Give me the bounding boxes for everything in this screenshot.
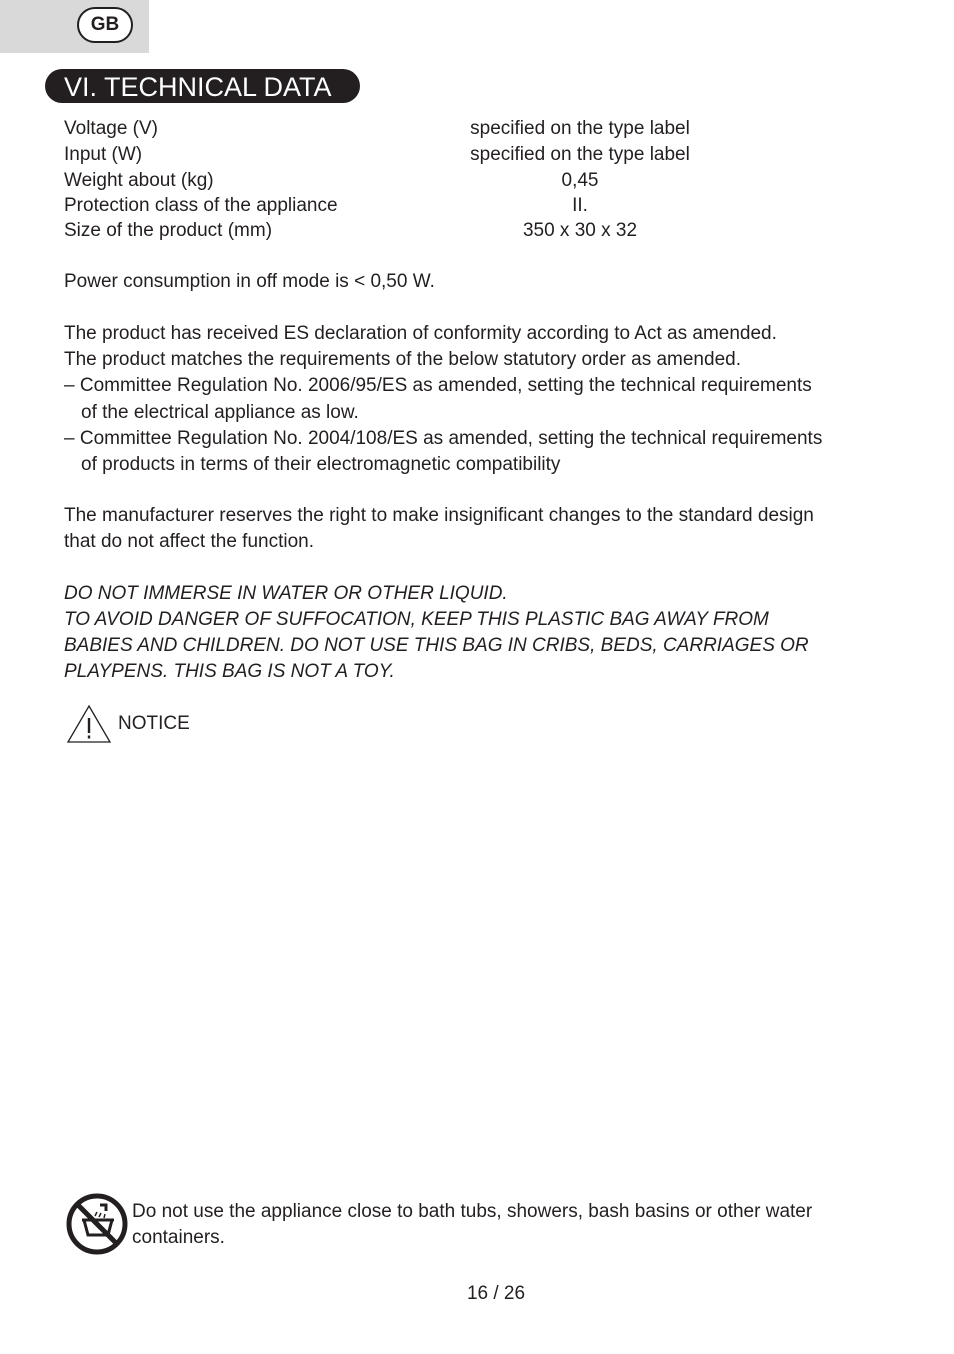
spec-value: 0,45 — [561, 170, 599, 191]
language-tab — [0, 0, 149, 53]
regulation-item: – Committee Regulation No. 2004/108/ES as amended, setting the technical requirements — [64, 428, 823, 449]
power-consumption-text: Power consumption in off mode is < 0,50 W. — [64, 271, 435, 292]
language-badge: GB — [77, 7, 133, 43]
warning-line: DO NOT IMMERSE IN WATER OR OTHER LIQUID. — [64, 583, 508, 604]
spec-label: Voltage (V) — [64, 118, 158, 139]
manufacturer-note-line: that do not affect the function. — [64, 531, 314, 552]
warning-line: BABIES AND CHILDREN. DO NOT USE THIS BAG IN CRIBS, BEDS, CARRIAGES OR — [64, 635, 809, 656]
conformity-line: The product has received ES declaration of conformity according to Act as amended. — [64, 323, 777, 344]
warning-triangle-icon — [66, 704, 112, 749]
spec-label: Weight about (kg) — [64, 170, 214, 191]
spec-value: specified on the type label — [470, 118, 690, 139]
regulation-item: – Committee Regulation No. 2006/95/ES as amended, setting the technical requirements — [64, 375, 812, 396]
spec-value: specified on the type label — [470, 144, 690, 165]
manufacturer-note-line: The manufacturer reserves the right to make insignificant changes to the standard design — [64, 505, 814, 526]
no-water-icon — [66, 1193, 128, 1260]
water-warning-line: Do not use the appliance close to bath tubs, showers, bash basins or other water — [132, 1201, 813, 1222]
water-warning-line: containers. — [132, 1227, 225, 1248]
conformity-line: The product matches the requirements of the below statutory order as amended. — [64, 349, 741, 370]
notice-label: NOTICE — [118, 713, 190, 734]
spec-label: Input (W) — [64, 144, 143, 165]
water-warning-text — [132, 1199, 812, 1251]
section-title: VI. TECHNICAL DATA — [45, 69, 360, 103]
warning-line: TO AVOID DANGER OF SUFFOCATION, KEEP THIS PLASTIC BAG AWAY FROM — [64, 609, 769, 630]
spec-value: 350 x 30 x 32 — [522, 220, 638, 241]
spec-value: II. — [572, 195, 588, 216]
spec-label: Size of the product (mm) — [64, 220, 273, 241]
regulation-item-continued: of products in terms of their electromagnetic compatibility — [81, 454, 561, 475]
warning-line: PLAYPENS. THIS BAG IS NOT A TOY. — [64, 661, 395, 682]
page-number: 16 / 26 — [466, 1283, 526, 1304]
spec-label: Protection class of the appliance — [64, 195, 338, 216]
regulation-item-continued: of the electrical appliance as low. — [81, 402, 359, 423]
